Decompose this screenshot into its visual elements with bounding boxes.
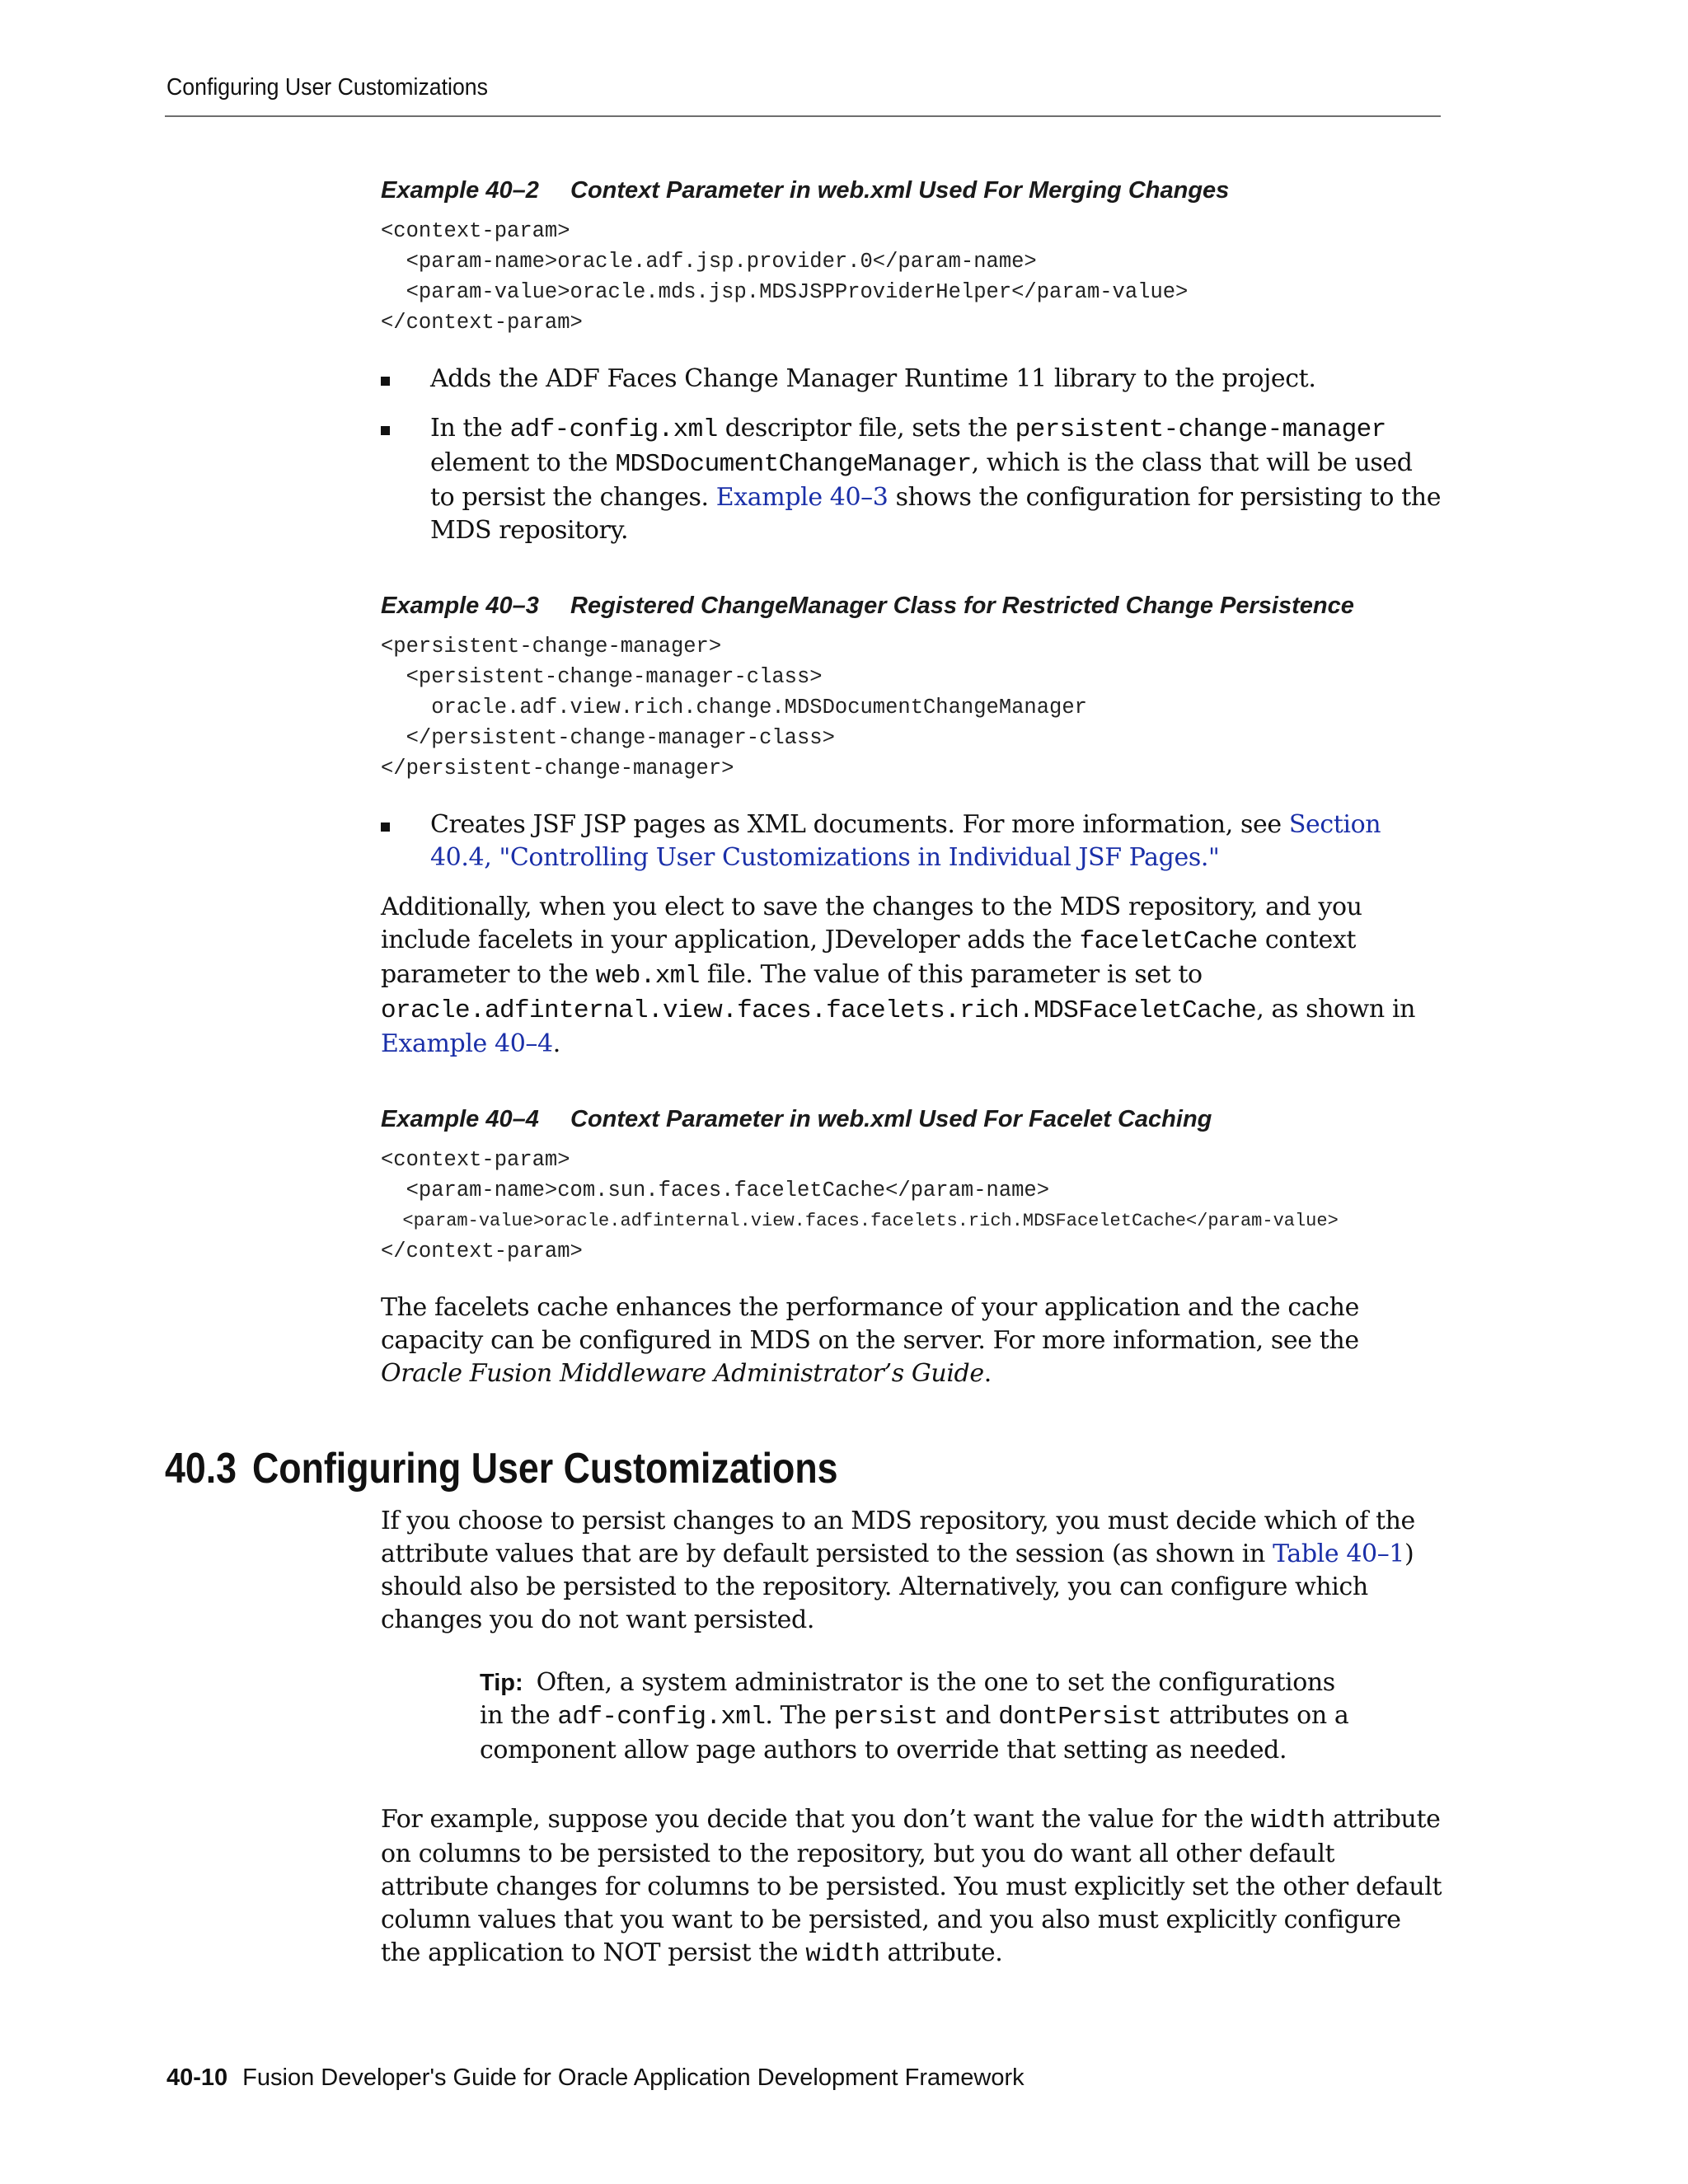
bullet-square-icon	[381, 426, 390, 435]
example-40-4-caption	[381, 1104, 1444, 1135]
code-inline: faceletCache	[1079, 927, 1258, 956]
text: attribute.	[879, 1938, 1003, 1967]
bullet-list-2	[381, 808, 1444, 874]
code-line: <context-param>	[381, 219, 570, 243]
code-block-40-3	[381, 631, 1444, 784]
example-title: Context Parameter in web.xml Used For Merging Changes	[570, 177, 1230, 204]
code-line: <param-value>oracle.mds.jsp.MDSJSPProviderHelper</param-value>	[381, 280, 1189, 304]
bullet-list-1	[381, 363, 1444, 547]
code-block-40-2	[381, 216, 1444, 338]
code-line: <param-name>com.sun.faces.faceletCache</param-name>	[381, 1179, 1050, 1202]
text: ) should also be persisted to the repository. Alternatively, you can configure which changes you do not want persisted.	[381, 1540, 1414, 1634]
tip-label: Tip:	[480, 1670, 523, 1696]
text: , as shown in	[1256, 995, 1416, 1024]
example-number: Example 40–2	[381, 177, 539, 204]
page-number: 40-10	[166, 2064, 228, 2091]
example-title: Registered ChangeManager Class for Restricted Change Persistence	[570, 593, 1354, 619]
example-40-2-caption	[381, 175, 1444, 206]
code-inline: persistent-change-manager	[1015, 415, 1386, 444]
text: shows the configuration for persisting to the MDS repository.	[430, 483, 1442, 545]
code-inline: adf-config.xml	[557, 1703, 766, 1732]
code-inline: width	[1250, 1807, 1325, 1835]
text: attributes on a component allow page authors to override that setting as needed.	[480, 1701, 1349, 1765]
link-table-40-1[interactable]: Table 40–1	[1273, 1540, 1404, 1568]
bullet-item	[381, 363, 1444, 396]
link-section-40-4[interactable]: Section 40.4, "Controlling User Customizations in Individual JSF Pages."	[430, 810, 1381, 872]
code-line: <context-param>	[381, 1148, 570, 1172]
code-block-40-4	[381, 1145, 1444, 1267]
text: Often, a system administrator is the one to set the configurations in the	[480, 1668, 1335, 1730]
code-inline: adf-config.xml	[509, 415, 718, 444]
code-inline: width	[805, 1940, 880, 1969]
text: In the	[430, 414, 510, 443]
bullet-item	[381, 412, 1444, 547]
text: For example, suppose you decide that you don’t want the value for the	[381, 1805, 1251, 1834]
running-header: Configuring User Customizations	[166, 74, 488, 101]
text: context parameter to the	[381, 926, 1357, 989]
paragraph-example	[381, 1803, 1444, 1971]
page-content	[381, 175, 1444, 1390]
text: , which is the class that will be used to persist the changes.	[430, 448, 1413, 512]
text: . The	[765, 1701, 834, 1730]
book-title-italic: Oracle Fusion Middleware Administrator’s Guide	[381, 1359, 984, 1388]
section-heading	[165, 1444, 838, 1493]
text: attribute on columns to be persisted to the repository, but you do want all other default attribute changes for columns to be persisted. You must explicitly set the other default column values that you want to be persisted, and you also must explicitly configure the application to NOT persist the	[381, 1805, 1442, 1967]
code-line: oracle.adf.view.rich.change.MDSDocumentChangeManager	[381, 696, 1087, 719]
code-line: <persistent-change-manager>	[381, 635, 722, 658]
code-line: <param-name>oracle.adf.jsp.provider.0</param-name>	[381, 250, 1037, 274]
text: The facelets cache enhances the performance of your application and the cache capacity can be configured in MDS on the server. For more information, see the	[381, 1293, 1359, 1355]
code-line: </context-param>	[381, 311, 583, 335]
text: Additionally, when you elect to save the changes to the MDS repository, and you include facelets in your application, JDeveloper adds the	[381, 893, 1362, 954]
paragraph-cache	[381, 1291, 1444, 1390]
code-line: </persistent-change-manager>	[381, 757, 734, 780]
code-inline: persist	[833, 1703, 938, 1732]
bullet-square-icon	[381, 377, 390, 386]
code-inline: MDSDocumentChangeManager	[615, 450, 972, 479]
link-example-40-4[interactable]: Example 40–4	[381, 1029, 553, 1058]
book-title: Fusion Developer's Guide for Oracle Application Development Framework	[242, 2064, 1025, 2091]
paragraph-choose	[381, 1505, 1444, 1637]
example-title: Context Parameter in web.xml Used For Facelet Caching	[570, 1106, 1212, 1132]
text: file. The value of this parameter is set to	[699, 960, 1203, 989]
code-line: </context-param>	[381, 1240, 583, 1263]
bullet-text: Adds the ADF Faces Change Manager Runtime 11 library to the project.	[430, 364, 1316, 393]
text: and	[937, 1701, 999, 1730]
code-inline: oracle.adfinternal.view.faces.facelets.rich.MDSFaceletCache	[381, 996, 1257, 1025]
tip-box	[480, 1666, 1362, 1767]
header-rule	[165, 115, 1441, 117]
bullet-square-icon	[381, 823, 390, 832]
example-number: Example 40–4	[381, 1106, 539, 1132]
example-number: Example 40–3	[381, 593, 539, 619]
bullet-item	[381, 808, 1444, 874]
example-40-3-caption	[381, 590, 1444, 621]
paragraph-facelets	[381, 891, 1444, 1061]
text: element to the	[430, 448, 616, 477]
code-line: </persistent-change-manager-class>	[381, 726, 835, 750]
text: Creates JSF JSP pages as XML documents. For more information, see	[430, 810, 1289, 839]
code-line: <persistent-change-manager-class>	[381, 665, 823, 689]
text: .	[552, 1029, 560, 1058]
section-number: 40.3	[165, 1445, 237, 1493]
link-example-40-3[interactable]: Example 40–3	[715, 483, 889, 512]
page-footer	[166, 2064, 1025, 2092]
section-title: Configuring User Customizations	[251, 1445, 838, 1493]
code-line: <param-value>oracle.adfinternal.view.faces.facelets.rich.MDSFaceletCache</param-value>	[381, 1211, 1339, 1231]
text: If you choose to persist changes to an MDS repository, you must decide which of the attribute values that are by default persisted to the session (as shown in	[381, 1507, 1415, 1568]
code-inline: web.xml	[595, 962, 700, 991]
text: descriptor file, sets the	[717, 414, 1015, 443]
text: .	[983, 1359, 992, 1388]
code-inline: dontPersist	[998, 1703, 1162, 1732]
section-content	[381, 1505, 1444, 1971]
